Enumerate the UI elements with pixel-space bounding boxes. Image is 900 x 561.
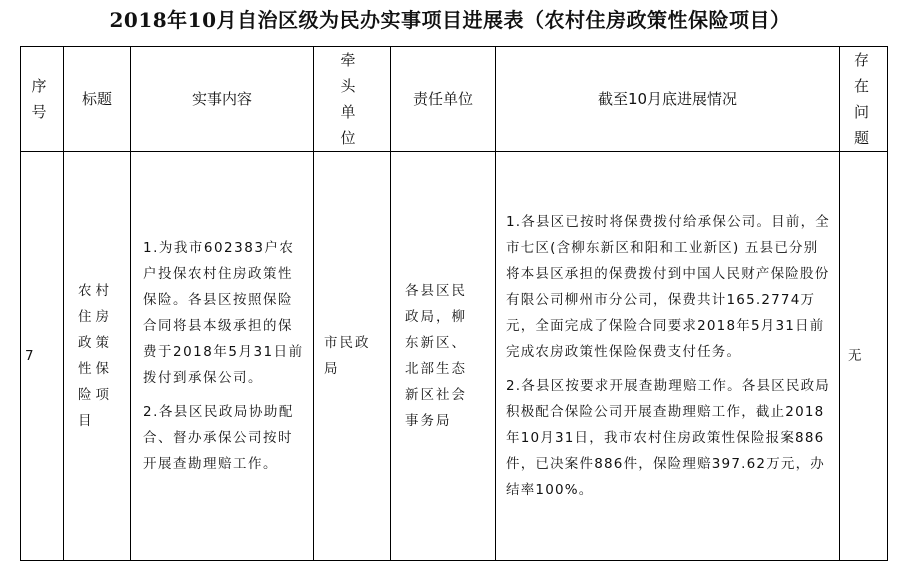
- header-lead-unit: 牵头单位: [314, 47, 391, 152]
- progress-table: [20, 46, 888, 561]
- header-content: 实事内容: [131, 47, 314, 152]
- content-item-2: 2.各县区民政局协助配合、督办承保公司按时开展查勘理赔工作。: [143, 404, 294, 472]
- topic-text: 农村住房政策性保险项目: [78, 283, 113, 429]
- cell-responsible: 各县区民政局，柳东新区、北部生态新区社会事务局: [391, 152, 496, 561]
- header-row: [21, 47, 888, 152]
- cell-content: [131, 152, 314, 561]
- cell-topic: [64, 152, 131, 561]
- cell-issues: 无: [840, 152, 888, 561]
- page-title: 2018年10月自治区级为民办实事项目进展表（农村住房政策性保险项目）: [109, 8, 791, 32]
- header-topic: 标题: [64, 47, 131, 152]
- cell-progress: [496, 152, 840, 561]
- header-responsible: 责任单位: [391, 47, 496, 152]
- progress-item-2: 2.各县区按要求开展查勘理赔工作。各县区民政局积极配合保险公司开展查勘理赔工作，截止2018年10月31日，我市农村住房政策性保险报案886件，已决案件886件，保险理赔397.62万元，办结率100%。: [506, 378, 830, 498]
- cell-lead-unit: 市民政局: [314, 152, 391, 561]
- header-seq: 序号: [21, 47, 64, 152]
- header-progress: 截至10月底进展情况: [496, 47, 840, 152]
- content-item-1: 1.为我市602383户农户投保农村住房政策性保险。各县区按照保险合同将县本级承担的保费于2018年5月31日前拨付到承保公司。: [143, 240, 304, 386]
- table-row: [21, 152, 888, 561]
- progress-item-1: 1.各县区已按时将保费拨付给承保公司。目前，全市七区(含柳东新区和阳和工业新区) 五县已分别将本县区承担的保费拨付到中国人民财产保险股份有限公司柳州市分公司，保费共计165.2774万元，全面完成了保险合同要求2018年5月31日前完成农房政策性保险保费支付任务。: [506, 214, 830, 360]
- header-issues: 存在问题: [840, 47, 888, 152]
- cell-seq: 7: [21, 152, 64, 561]
